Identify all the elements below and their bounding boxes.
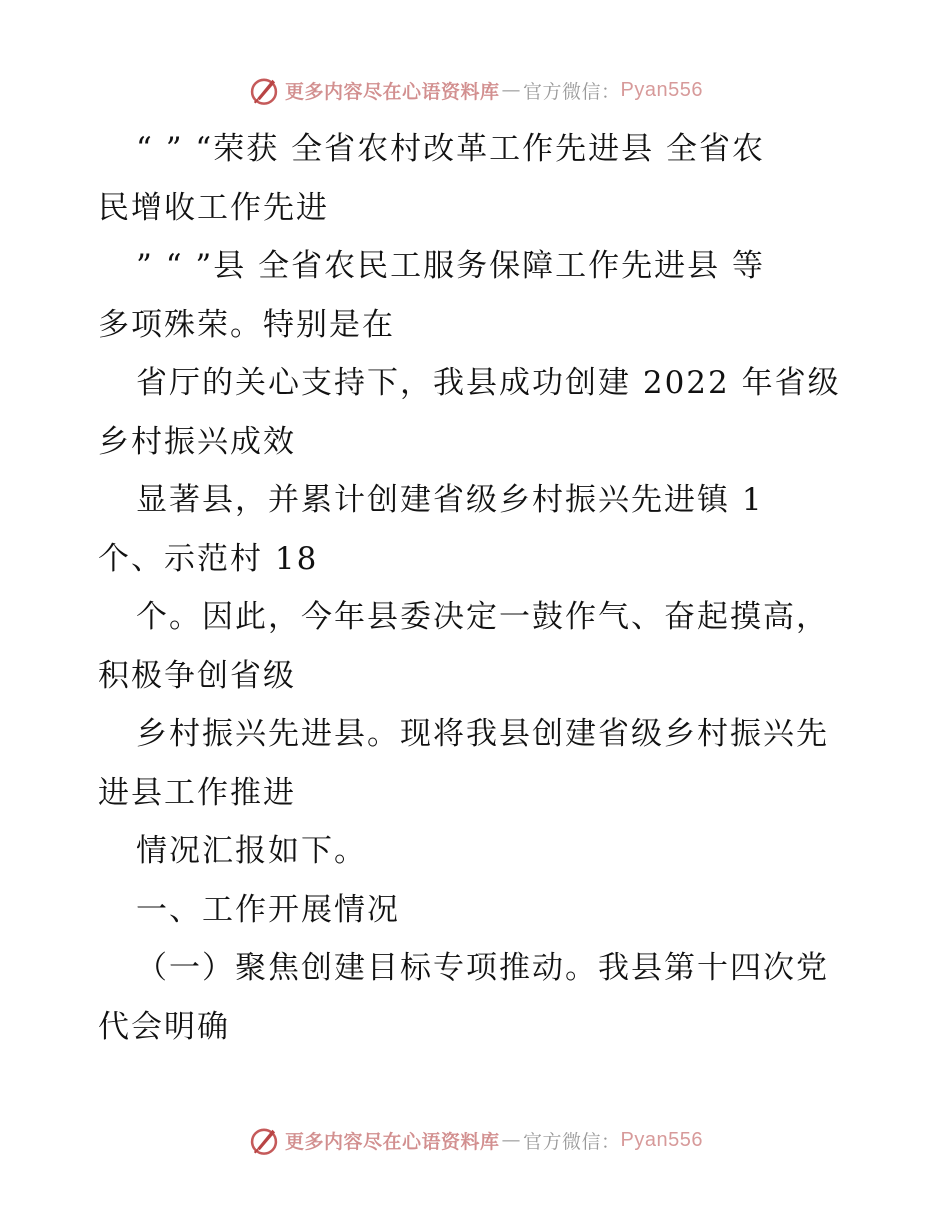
- watermark-account: Pyan556: [620, 1128, 703, 1151]
- text-line: “ ” “荣获 全省农村改革工作先进县 全省农: [136, 131, 765, 167]
- text-line: （一）聚焦创建目标专项推动。我县第十四次党: [136, 950, 829, 986]
- text-line: ” “ ”县 全省农民工服务保障工作先进县 等: [136, 248, 765, 284]
- feather-pen-logo-icon: [247, 73, 281, 107]
- watermark-label: 官方微信：: [523, 80, 621, 103]
- watermark-label: 官方微信：: [523, 1130, 621, 1153]
- text-line: 省厅的关心支持下，我县成功创建 2022 年省级: [136, 365, 841, 401]
- text-line: 进县工作推进: [98, 774, 296, 811]
- footer-watermark: [0, 1120, 950, 1160]
- text-line: 乡村振兴先进县。现将我县创建省级乡村振兴先: [136, 716, 829, 752]
- text-line: 个、示范村 18: [98, 540, 319, 577]
- watermark-separator: —: [501, 1129, 522, 1151]
- text-line: 一、工作开展情况: [136, 891, 400, 928]
- header-watermark: [0, 70, 950, 110]
- text-line: 显著县，并累计创建省级乡村振兴先进镇 1: [136, 482, 764, 518]
- feather-pen-logo-icon: [247, 1123, 281, 1157]
- watermark-main-text: 更多内容尽在心语资料库: [285, 80, 500, 103]
- watermark-account: Pyan556: [620, 78, 703, 101]
- text-line: 情况汇报如下。: [136, 833, 367, 869]
- text-line: 个。因此，今年县委决定一鼓作气、奋起摸高，: [136, 599, 829, 635]
- watermark-main-text: 更多内容尽在心语资料库: [285, 1130, 500, 1153]
- text-line: 积极争创省级: [98, 657, 296, 694]
- text-line: 乡村振兴成效: [98, 423, 296, 460]
- document-body: [98, 120, 858, 1056]
- text-line: 民增收工作先进: [98, 189, 329, 226]
- text-line: 代会明确: [98, 1008, 230, 1045]
- text-line: 多项殊荣。特别是在: [98, 306, 395, 343]
- watermark-separator: —: [501, 79, 522, 101]
